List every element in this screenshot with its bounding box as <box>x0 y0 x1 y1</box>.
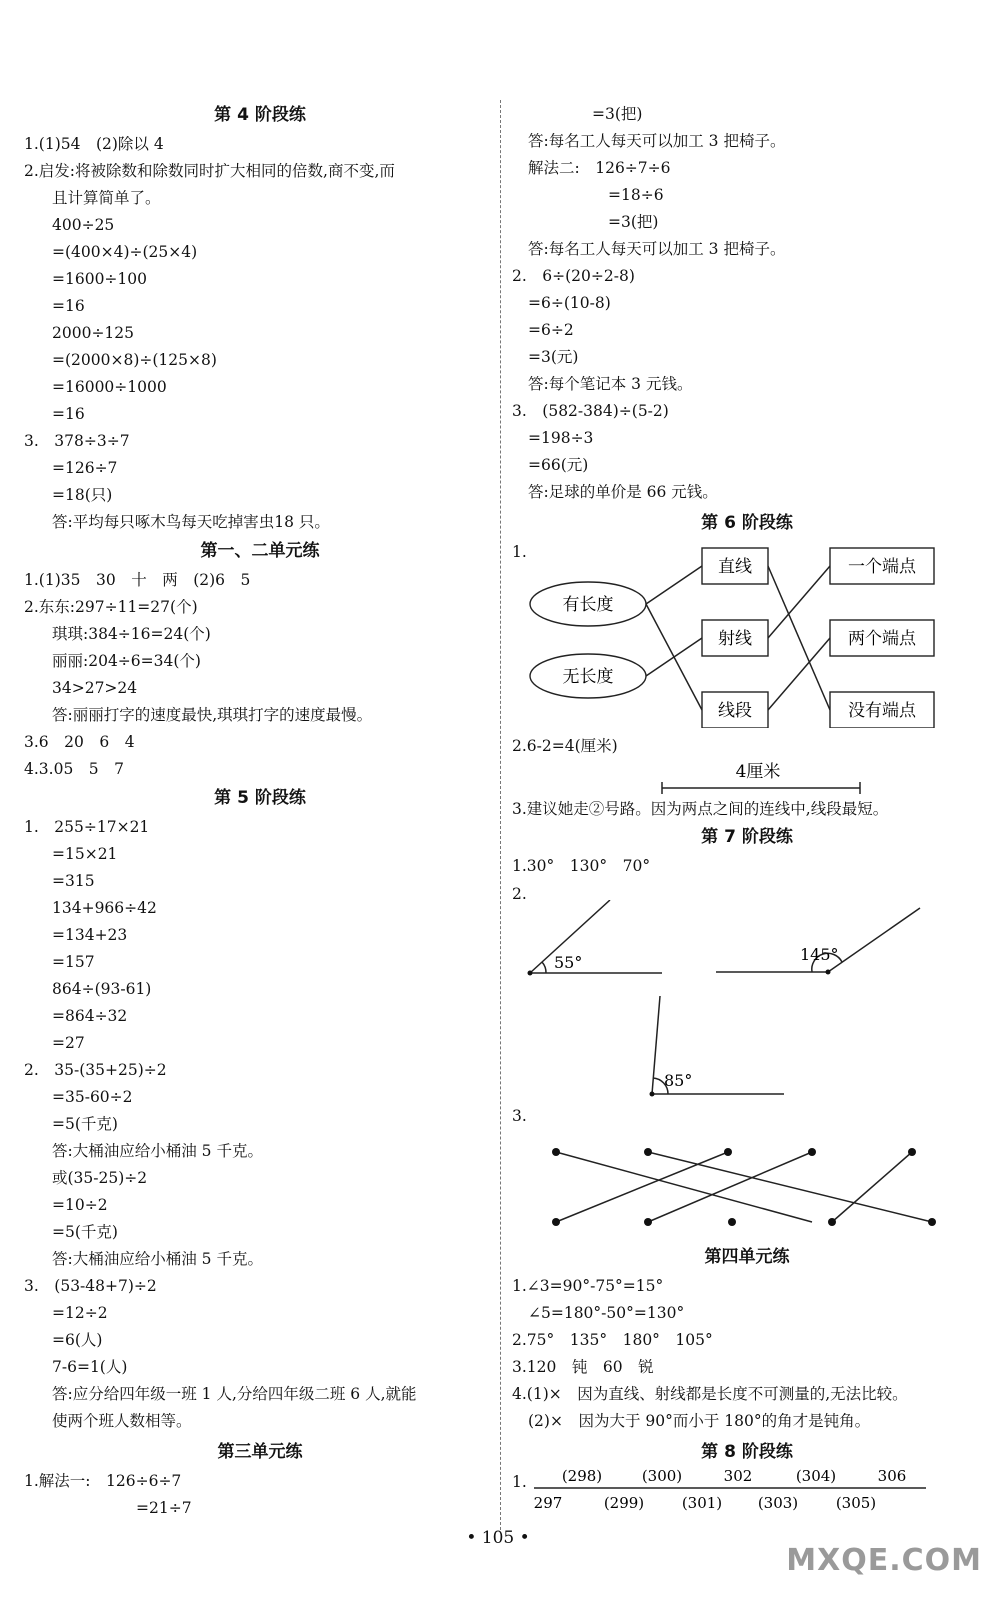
mid-label-0: 直线 <box>718 557 752 577</box>
s5-q1-line7: 864÷(93-61) <box>52 980 152 998</box>
r-line8: =6÷(10-8) <box>528 294 611 312</box>
angle85-label: 85° <box>664 1071 693 1090</box>
angles-figure <box>512 900 982 1105</box>
r-line10: =3(元) <box>528 348 579 366</box>
dot <box>644 1148 652 1156</box>
match-line-6 <box>768 638 830 710</box>
dot <box>808 1148 816 1156</box>
r-line6: 答:每名工人每天可以加工 3 把椅子。 <box>528 240 786 258</box>
u12-q2-answer: 答:丽丽打字的速度最快,琪琪打字的速度最慢。 <box>52 706 373 724</box>
cross-line-3 <box>648 1152 932 1222</box>
section-title-7: 第 7 阶段练 <box>701 827 793 847</box>
match-line-5 <box>768 566 830 638</box>
oval-label-1: 无长度 <box>562 667 614 687</box>
section-title-6: 第 6 阶段练 <box>701 513 793 533</box>
match-line-1 <box>646 566 702 604</box>
s4-q2-line4: =(400×4)÷(25×4) <box>52 243 198 261</box>
s5-q3-answer1: 答:应分给四年级一班 1 人,分给四年级二班 6 人,就能 <box>52 1385 417 1403</box>
s4-q2-line8: =(2000×8)÷(125×8) <box>52 351 217 369</box>
oval-label-0: 有长度 <box>562 595 614 615</box>
cross-line-2 <box>556 1152 728 1222</box>
nl-bottom-4: (305) <box>835 1494 877 1512</box>
s4-q2-line10: =16 <box>52 405 85 423</box>
mid-label-2: 线段 <box>718 701 752 721</box>
u3-q1-line2: =21÷7 <box>136 1499 192 1517</box>
u3-q1-line1: 1.解法一: 126÷6÷7 <box>24 1472 182 1490</box>
r-line14: =66(元) <box>528 456 589 474</box>
angle85-vertex <box>650 1092 655 1097</box>
angle55-arc <box>542 962 546 973</box>
r-line9: =6÷2 <box>528 321 574 339</box>
s5-q1-line4: 134+966÷42 <box>52 899 157 917</box>
angle145-label: 145° <box>800 945 839 964</box>
nl-top-2: 302 <box>723 1467 753 1485</box>
r-line12: 3. (582-384)÷(5-2) <box>512 402 669 420</box>
s4-q3-line1: 3. 378÷3÷7 <box>24 432 130 450</box>
nl-bottom-2: (301) <box>681 1494 723 1512</box>
s5-q1-line2: =15×21 <box>52 845 118 863</box>
section-title-4: 第 4 阶段练 <box>214 105 306 125</box>
s5-q2-answer2: 答:大桶油应给小桶油 5 千克。 <box>52 1250 263 1268</box>
u4-q1-line2: ∠5=180°-50°=130° <box>528 1304 685 1322</box>
section-title-unit3: 第三单元练 <box>217 1442 303 1462</box>
s5-q3-line4: 7-6=1(人) <box>52 1358 128 1376</box>
u4-q3: 3.120 钝 60 锐 <box>512 1358 654 1376</box>
s5-q1-line9: =27 <box>52 1034 85 1052</box>
section-title-unit12: 第一、二单元练 <box>200 541 320 561</box>
r-line11: 答:每个笔记本 3 元钱。 <box>528 375 693 393</box>
s5-q1-line6: =157 <box>52 953 95 971</box>
nl-bottom-3: (303) <box>757 1494 799 1512</box>
dot <box>828 1218 836 1226</box>
u12-q2-line2: 琪琪:384÷16=24(个) <box>52 625 211 643</box>
number-line <box>512 1466 982 1516</box>
s4-q2-line7: 2000÷125 <box>52 324 135 342</box>
s5-q2-line2: =35-60÷2 <box>52 1088 133 1106</box>
s6-q2: 2.6-2=4(厘米) <box>512 737 618 755</box>
section-title-unit4: 第四单元练 <box>704 1247 790 1267</box>
s7-q2: 2. <box>512 885 527 903</box>
u12-q1: 1.(1)35 30 十 两 (2)6 5 <box>24 571 251 589</box>
segment-label: 4厘米 <box>735 762 781 782</box>
s5-q2-line1: 2. 35-(35+25)÷2 <box>24 1061 167 1079</box>
s4-q2-line9: =16000÷1000 <box>52 378 167 396</box>
nl-top-0: (298) <box>561 1467 603 1485</box>
s4-q2-line2: 且计算简单了。 <box>52 189 161 207</box>
r-line3: 解法二: 126÷7÷6 <box>528 159 671 177</box>
r-line4: =18÷6 <box>608 186 664 204</box>
dot <box>928 1218 936 1226</box>
dot <box>908 1148 916 1156</box>
dot <box>644 1218 652 1226</box>
dot <box>728 1218 736 1226</box>
dot <box>552 1148 560 1156</box>
s4-q1: 1.(1)54 (2)除以 4 <box>24 135 164 153</box>
s5-q3-line1: 3. (53-48+7)÷2 <box>24 1277 157 1295</box>
angle145-ray <box>828 908 920 972</box>
s5-q1-line8: =864÷32 <box>52 1007 128 1025</box>
u12-q3: 3.6 20 6 4 <box>24 733 135 751</box>
s5-q2-line7: =5(千克) <box>52 1223 118 1241</box>
s6-q3: 3.建议她走②号路。因为两点之间的连线中,线段最短。 <box>512 800 889 818</box>
s4-q2-line3: 400÷25 <box>52 216 115 234</box>
matching-diagram <box>512 538 982 728</box>
cross-line-1 <box>556 1152 812 1222</box>
s8-q1: 1. <box>512 1473 527 1491</box>
u4-q4-line2: (2)× 因为大于 90°而小于 180°的角才是钝角。 <box>528 1412 871 1430</box>
dot <box>724 1148 732 1156</box>
s5-q3-line3: =6(人) <box>52 1331 103 1349</box>
r-line5: =3(把) <box>608 213 659 231</box>
s5-q1-line3: =315 <box>52 872 95 890</box>
segment-figure <box>512 758 982 800</box>
s4-q2-line6: =16 <box>52 297 85 315</box>
u12-q2-line1: 2.东东:297÷11=27(个) <box>24 598 198 616</box>
right-label-1: 两个端点 <box>848 629 916 649</box>
dot <box>552 1218 560 1226</box>
s4-q2-line1: 2.启发:将被除数和除数同时扩大相同的倍数,商不变,而 <box>24 162 395 180</box>
s4-q3-line3: =18(只) <box>52 486 113 504</box>
u12-q2-line3: 丽丽:204÷6=34(个) <box>52 652 201 670</box>
column-divider <box>500 100 501 1530</box>
s7-q3: 3. <box>512 1107 527 1125</box>
angle55-vertex <box>528 971 533 976</box>
r-line2: 答:每名工人每天可以加工 3 把椅子。 <box>528 132 786 150</box>
u4-q4-line1: 4.(1)× 因为直线、射线都是长度不可测量的,无法比较。 <box>512 1385 908 1403</box>
nl-bottom-0: 297 <box>533 1494 563 1512</box>
s5-q2-line3: =5(千克) <box>52 1115 118 1133</box>
s4-q2-line5: =1600÷100 <box>52 270 148 288</box>
s4-q3-line2: =126÷7 <box>52 459 118 477</box>
right-label-2: 没有端点 <box>848 701 916 721</box>
r-line1: =3(把) <box>592 105 643 123</box>
section-title-5: 第 5 阶段练 <box>214 788 306 808</box>
s7-q1: 1.30° 130° 70° <box>512 857 651 875</box>
page-number: • 105 • <box>466 1528 530 1548</box>
r-line7: 2. 6÷(20÷2-8) <box>512 267 635 285</box>
dots-lines-figure <box>512 1134 982 1234</box>
match-line-4 <box>768 566 830 710</box>
s5-q1-line1: 1. 255÷17×21 <box>24 818 150 836</box>
nl-top-4: 306 <box>877 1467 907 1485</box>
watermark: MXQE.COM <box>786 1543 982 1578</box>
nl-top-3: (304) <box>795 1467 837 1485</box>
r-line15: 答:足球的单价是 66 元钱。 <box>528 483 718 501</box>
s4-q3-answer: 答:平均每只啄木鸟每天吃掉害虫18 只。 <box>52 513 330 531</box>
s5-q1-line5: =134+23 <box>52 926 128 944</box>
angle55-label: 55° <box>554 953 583 972</box>
nl-bottom-1: (299) <box>603 1494 645 1512</box>
s5-q3-line2: =12÷2 <box>52 1304 108 1322</box>
u4-q2: 2.75° 135° 180° 105° <box>512 1331 713 1349</box>
s5-q2-line5: 或(35-25)÷2 <box>52 1169 148 1187</box>
s5-q3-answer2: 使两个班人数相等。 <box>52 1412 192 1430</box>
u4-q1-line1: 1.∠3=90°-75°=15° <box>512 1277 664 1295</box>
u12-q2-line4: 34>27>24 <box>52 679 138 697</box>
section-title-8: 第 8 阶段练 <box>701 1442 793 1462</box>
match-line-3 <box>646 638 702 676</box>
r-line13: =198÷3 <box>528 429 594 447</box>
s5-q2-answer1: 答:大桶油应给小桶油 5 千克。 <box>52 1142 263 1160</box>
mid-label-1: 射线 <box>718 629 752 649</box>
cross-line-5 <box>832 1152 912 1222</box>
s6-q1: 1. <box>512 543 527 561</box>
angle145-vertex <box>826 970 831 975</box>
right-label-0: 一个端点 <box>848 557 916 577</box>
nl-top-1: (300) <box>641 1467 683 1485</box>
s5-q2-line6: =10÷2 <box>52 1196 108 1214</box>
u12-q4: 4.3.05 5 7 <box>24 760 125 778</box>
